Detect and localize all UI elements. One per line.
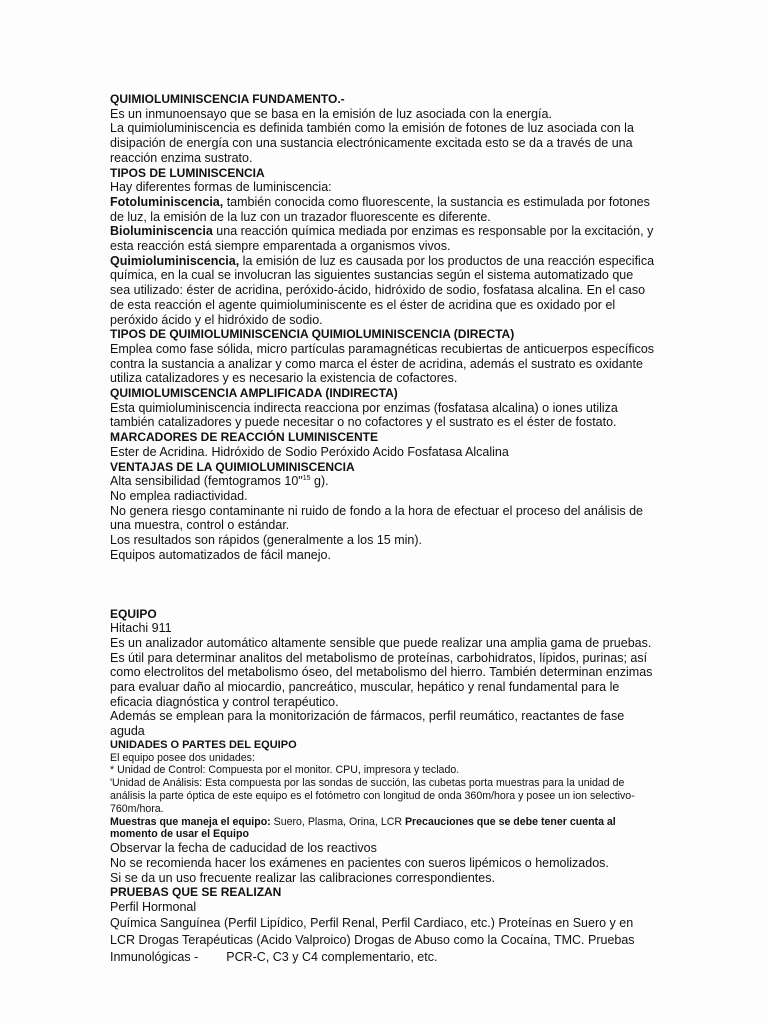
- advantage-line: No genera riesgo contaminante ni ruido de fondo a la hora de efectuar el proceso del análisis de una muestra, control o estándar.: [110, 503, 643, 533]
- section-title-unidades: UNIDADES O PARTES DEL EQUIPO: [110, 738, 297, 751]
- paragraph: Además se emplean para la monitorización de fármacos, perfil reumático, reactantes de fase aguda: [110, 709, 625, 739]
- test-line: Perfil Hormonal: [110, 900, 197, 915]
- term-description: también conocida como fluorescente, la sustancia es estimulada por fotones de luz, la emisión de la luz con un trazador fluorescente es diferente.: [110, 194, 650, 224]
- paragraph: La quimioluminiscencia es definida también como la emisión de fotones de luz asociada con la disipación de energía con una sustancia electrónicamente excitada esto se da a través de una reacción enzima sustrato.: [110, 121, 634, 165]
- paragraph-muestras: [110, 816, 655, 842]
- spacer: [110, 563, 655, 607]
- advantage-line: Los resultados son rápidos (generalmente a los 15 min).: [110, 533, 422, 548]
- paragraph: Hay diferentes formas de luminiscencia:: [110, 180, 332, 195]
- muestras-label: Muestras que maneja el equipo:: [110, 815, 271, 828]
- paragraph: Es un inmunoensayo que se basa en la emisión de luz asociada con la energía.: [110, 106, 552, 121]
- section-title-directa: TIPOS DE QUIMIOLUMINISCENCIA QUIMIOLUMINISCENCIA (DIRECTA): [110, 327, 515, 342]
- section-title-equipo: EQUIPO: [110, 606, 157, 621]
- paragraph: * Unidad de Control: Compuesta por el monitor. CPU, impresora y teclado.: [110, 764, 460, 777]
- section-title-indirecta: QUIMIOLUMISCENCIA AMPLIFICADA (INDIRECTA): [110, 386, 398, 401]
- advantage-text: Alta sensibilidad (femtogramos 10": [110, 474, 303, 489]
- paragraph: Ester de Acridina. Hidróxido de Sodio Peróxido Acido Fosfatasa Alcalina: [110, 444, 509, 459]
- term-bioluminiscencia: Bioluminiscencia: [110, 224, 213, 239]
- paragraph: 'Unidad de Análisis: Esta compuesta por las sondas de succión, las cubetas porta muestras para la unidad de análisis la parte óptica de este equipo es el fotómetro con longitud de onda 360m/hora y posee un ion selectivo-760m/hora.: [110, 777, 635, 815]
- document-body: [110, 92, 655, 966]
- section-title-fundamento: QUIMIOLUMINISCENCIA FUNDAMENTO.-: [110, 92, 345, 106]
- paragraph-bioluminiscencia: [110, 224, 655, 253]
- paragraph: Esta quimioluminiscencia indirecta reacciona por enzimas (fosfatasa alcalina) o iones utiliza también catalizadores y puede necesitar o no cofactores y el sustrato es el éster de fostato.: [110, 400, 618, 430]
- precaution-line: Observar la fecha de caducidad de los reactivos: [110, 841, 377, 856]
- paragraph: El equipo posee dos unidades:: [110, 751, 255, 764]
- test-text: PCR-C, C3 y C4 complementario, etc.: [226, 949, 438, 964]
- advantage-text: g).: [310, 474, 329, 489]
- section-title-ventajas: VENTAJAS DE LA QUIMIOLUMINISCENCIA: [110, 459, 355, 474]
- term-quimioluminiscencia: Quimioluminiscencia,: [110, 253, 240, 268]
- precaution-line: No se recomienda hacer los exámenes en pacientes con sueros lipémicos o hemolizados.: [110, 855, 609, 870]
- advantage-line: Equipos automatizados de fácil manejo.: [110, 547, 331, 562]
- muestras-text: Suero, Plasma, Orina, LCR: [270, 815, 405, 828]
- advantage-line: [110, 474, 655, 489]
- superscript: 15: [302, 475, 311, 483]
- equipment-model: Hitachi 911: [110, 621, 172, 636]
- paragraph-fotoluminiscencia: [110, 195, 655, 224]
- precaution-line: Si se da un uso frecuente realizar las calibraciones correspondientes.: [110, 870, 495, 885]
- paragraph: Es un analizador automático altamente sensible que puede realizar una amplia gama de pruebas. Es útil para determinar analitos del metabolismo de proteínas, carbohidratos, lípidos, purinas; así como electrolitos del metabolismo óseo, del metabolismo del hierro. También determinan enzimas para evaluar daño al miocardio, pancreático, muscular, hepático y renal fundamental para le eficacia diagnóstica y control terapéutico.: [110, 635, 653, 709]
- section-title-pruebas: PRUEBAS QUE SE REALIZAN: [110, 885, 282, 900]
- advantage-line: No emplea radiactividad.: [110, 488, 248, 503]
- test-text: Química Sanguínea (Perfil Lipídico, Perfil Renal, Perfil Cardiaco, etc.) Proteínas en Suero y en LCR Drogas Terapéuticas (Acido Valproico) Drogas de Abuso como la Cocaína, TMC. Pruebas Inmunológicas -: [110, 915, 635, 964]
- paragraph-quimioluminiscencia: [110, 254, 655, 328]
- test-paragraph: [110, 915, 655, 966]
- precauciones-label: Precauciones que se debe tener cuenta al momento de usar el Equipo: [110, 815, 616, 841]
- section-title-tipos: TIPOS DE LUMINISCENCIA: [110, 165, 265, 180]
- section-title-marcadores: MARCADORES DE REACCIÓN LUMINISCENTE: [110, 430, 379, 445]
- term-fotoluminiscencia: Fotoluminiscencia,: [110, 194, 224, 209]
- term-description: la emisión de luz es causada por los productos de una reacción especifica química, en la cual se involucran las siguientes sustancias según el sistema automatizado que sea utilizado: éster de acridina, peróxido-ácido, hidróxido de sodio, fosfatasa alcalina. En el caso de esta reacción el agente quimioluminiscente es el éster de acridina que es oxidado por el peróxido ácido y el hidróxido de sodio.: [110, 253, 655, 327]
- paragraph: Emplea como fase sólida, micro partículas paramagnéticas recubiertas de anticuerpos específicos contra la sustancia a analizar y como marca el éster de acridina, además el sustrato es oxidante utiliza catalizadores y es necesario la existencia de cofactores.: [110, 341, 655, 386]
- term-description: una reacción química mediada por enzimas es responsable por la excitación, y esta reacción está siempre emparentada a organismos vivos.: [110, 224, 654, 254]
